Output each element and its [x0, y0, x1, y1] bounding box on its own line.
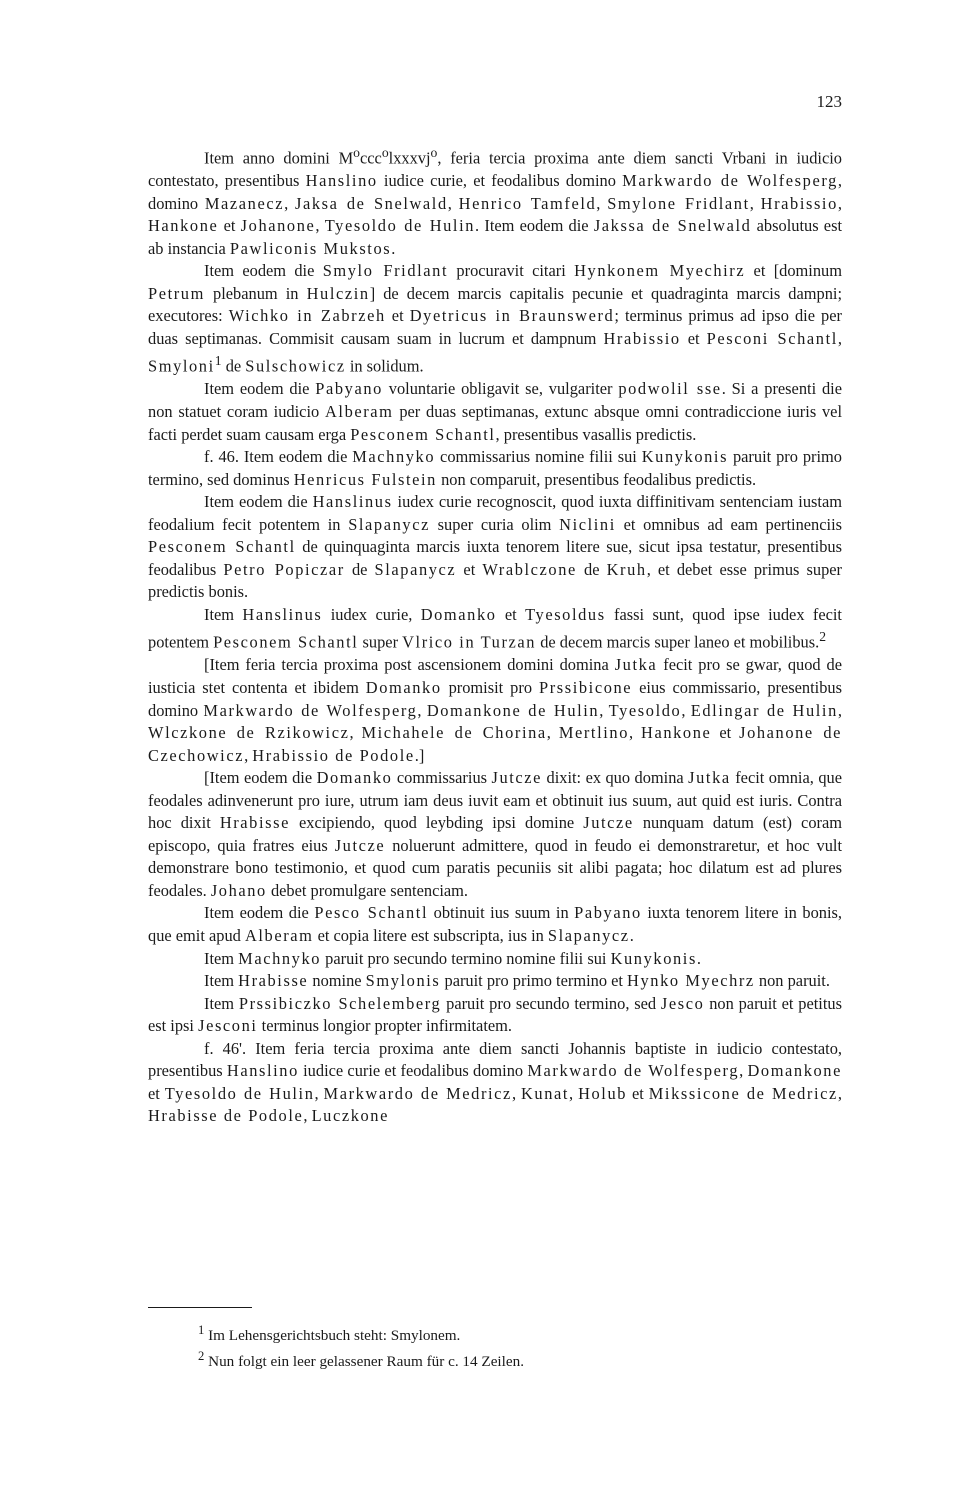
- spaced-name: Domanko: [420, 604, 497, 624]
- text-run: et: [711, 723, 740, 743]
- text-run: et: [680, 328, 707, 348]
- spaced-name: Pesconem Schantl: [350, 424, 496, 444]
- text-run: de decem marcis super laneo et mobilibus.: [536, 632, 820, 652]
- paragraph: [148, 446, 842, 491]
- spaced-name: Hankone: [641, 723, 712, 743]
- spaced-name: Pabyano: [315, 379, 383, 399]
- spaced-name: Hrabisse: [219, 813, 290, 833]
- text-run: in solidum.: [345, 356, 424, 376]
- paragraph: [148, 970, 842, 993]
- footnote: [198, 1320, 798, 1346]
- spaced-name: Hulczin: [306, 283, 370, 303]
- text-run: ,: [315, 216, 325, 236]
- spaced-name: Kruh: [606, 559, 647, 579]
- spaced-name: Hrabissio de Podole: [252, 745, 415, 765]
- spaced-name: Machnyko: [238, 948, 322, 968]
- text-run: ,: [629, 723, 642, 743]
- spaced-name: Johano: [210, 880, 267, 900]
- footnote-text: Nun folgt ein leer gelassener Raum für c. 14 Zeilen.: [208, 1353, 524, 1371]
- text-run: debet promulgare sentenciam.: [266, 880, 469, 900]
- text-run: obtinuit ius suum in: [428, 903, 575, 923]
- footnote-text: Im Lehensgerichtsbuch steht: Smylonem.: [208, 1327, 461, 1345]
- spaced-name: Mikssicone de Medricz: [648, 1083, 838, 1103]
- spaced-name: Petro Popiczar: [223, 559, 345, 579]
- spaced-name: Markwardo de Wolfesperg: [203, 700, 418, 720]
- page-number: 123: [816, 92, 842, 111]
- spaced-name: Pesconem Schantl: [148, 537, 296, 557]
- spaced-name: Pesconem Schantl: [213, 632, 359, 652]
- text-run: .: [629, 926, 634, 945]
- text-run: ,: [596, 193, 608, 213]
- text-run: noluerunt admittere, quod in feudo ei demonstraretur, et hoc vult demonstrare bono testimonio, et quod cum paratis pecuniis sit alibi pagata; hoc dilatum est ad plures feodales.: [148, 835, 842, 900]
- paragraph: [148, 378, 842, 446]
- text-run: promisit pro: [441, 677, 539, 697]
- text-run: .: [696, 948, 702, 968]
- text-run: .: [391, 238, 396, 258]
- spaced-name: Hanslinus: [242, 604, 323, 624]
- main-text: [148, 142, 842, 1128]
- text-run: Item anno domini M: [204, 148, 354, 168]
- text-run: ,: [599, 700, 609, 720]
- text-run: nunquam datum (est) coram episcopo, quia fratres eius: [148, 813, 842, 855]
- text-run: ,: [837, 700, 842, 720]
- text-run: paruit pro primo termino et: [440, 971, 628, 991]
- spaced-name: Sulschowicz: [245, 356, 346, 376]
- text-run: [Item eodem die: [204, 768, 317, 788]
- spaced-name: Hrabissio: [603, 328, 681, 348]
- spaced-name: Hanslino: [305, 171, 378, 191]
- text-run: absolutus est ab instancia: [148, 216, 843, 258]
- paragraph: [148, 260, 842, 378]
- spaced-name: Wichko in Zabrzeh: [228, 306, 386, 326]
- spaced-name: Jutka: [688, 768, 731, 788]
- spaced-name: Tyesoldo de Hulin: [164, 1083, 315, 1103]
- spaced-name: Hanslino: [226, 1061, 299, 1081]
- text-run: et: [148, 1083, 165, 1103]
- spaced-name: Tyesoldo: [608, 700, 682, 720]
- paragraph: [148, 142, 842, 260]
- text-run: iudex curie recognoscit, quod iuxta diffinitivam sentenciam iustam feodalium fecit potentem in: [148, 492, 842, 534]
- text-run: ,: [417, 700, 427, 720]
- spaced-name: Jaksa de Snelwald: [295, 193, 448, 213]
- text-run: de: [576, 559, 607, 579]
- spaced-name: Mazanecz: [204, 193, 285, 213]
- text-run: ,: [244, 745, 253, 765]
- text-run: ,: [837, 193, 842, 213]
- text-run: , et debet esse primus super predictis bonis.: [148, 559, 843, 602]
- text-run: plebanum in: [204, 283, 307, 303]
- spaced-name: Wrablczone: [482, 559, 577, 579]
- text-run: iudice curie, et feodalibus domino: [377, 171, 623, 191]
- text-run: ,: [314, 1083, 324, 1103]
- text-run: de quinquaginta marcis iuxta tenorem litere sue, sicut ipsa testatur, presentibus feodalibus: [148, 537, 842, 579]
- spaced-name: Smylo Fridlant: [322, 261, 449, 281]
- spaced-name: Hrabisse de Podole: [148, 1106, 304, 1126]
- text-run: Item: [204, 971, 239, 991]
- spaced-name: Pawliconis Mukstos: [229, 238, 392, 258]
- text-run: fassi sunt, quod ipse iudex fecit potentem: [148, 604, 842, 652]
- text-run: Item eodem die: [204, 903, 315, 923]
- spaced-name: Markwardo de Wolfesperg: [622, 171, 838, 191]
- text-run: Item eodem die: [204, 379, 316, 399]
- spaced-name: Hynkonem Myechirz: [574, 261, 746, 281]
- spaced-name: podwolil sse: [618, 379, 722, 399]
- spaced-name: Henricus Fulstein: [293, 469, 437, 489]
- text-run: paruit pro primo termino, sed dominus: [148, 447, 842, 489]
- text-run: lxxxvj: [388, 148, 431, 168]
- paragraph: [148, 993, 842, 1038]
- text-run: , feria tercia proxima ante diem sancti Vrbani in iudicio contestato, presentibus: [148, 148, 842, 191]
- spaced-name: Prssibiczko Schelemberg: [238, 993, 442, 1013]
- text-run: ,: [681, 700, 691, 720]
- paragraph: [148, 1038, 842, 1128]
- text-run: non paruit.: [754, 971, 830, 991]
- paragraph: [148, 767, 842, 902]
- text-run: non paruit et petitus est ipsi: [148, 993, 842, 1036]
- spaced-name: Michahele de Chorina: [361, 723, 547, 743]
- text-run: [Item feria tercia proxima post ascensionem domini domina: [204, 655, 615, 675]
- superscript: 2: [819, 629, 827, 645]
- text-run: et: [385, 306, 410, 326]
- spaced-name: Hrabissio: [760, 193, 838, 213]
- spaced-name: Dyetricus in Braunswerd: [409, 306, 615, 326]
- spaced-name: Hankone: [148, 216, 219, 236]
- text-run: eius commissario, presentibus domino: [148, 677, 842, 720]
- text-run: ,: [546, 723, 559, 743]
- text-run: . Item eodem die: [475, 216, 594, 236]
- text-run: excipiendo, quod leybding ipsi domine: [289, 813, 584, 833]
- spaced-name: Tyesoldo de Hulin: [324, 216, 476, 236]
- text-run: Item: [204, 604, 243, 624]
- text-run: et [dominum: [745, 261, 842, 281]
- superscript: o: [381, 145, 389, 160]
- spaced-name: Jesconi: [198, 1016, 258, 1036]
- paragraph: [148, 654, 842, 767]
- text-run: commissarius nomine filii sui: [435, 447, 642, 467]
- spaced-name: Jakssa de Snelwald: [593, 216, 752, 236]
- text-run: ,: [739, 1061, 748, 1081]
- spaced-name: Slapanycz: [547, 926, 630, 945]
- text-run: procuravit citari: [448, 261, 575, 281]
- spaced-name: Hanslinus: [312, 492, 393, 512]
- spaced-name: Johanone: [240, 216, 316, 236]
- text-run: iudice curie et feodalibus domino: [298, 1061, 528, 1081]
- spaced-name: Jutcze: [583, 813, 634, 833]
- spaced-name: Smyloni: [148, 356, 215, 376]
- text-run: fecit omnia, que feodales adinvenerunt pro iure, utrum iam deus iuvit eam et obtinuit ius suum, aut quid est iuris. Contra hoc dixit: [148, 768, 842, 833]
- spaced-name: Tyesoldus: [525, 604, 606, 624]
- spaced-name: Luczkone: [311, 1106, 389, 1126]
- footnote-mark: 1: [198, 1323, 205, 1337]
- superscript: 1: [214, 353, 222, 369]
- text-run: ; terminus primus ad ipso die per duas septimanas. Commisit causam suam in lucrum et dampnum: [148, 306, 842, 348]
- spaced-name: Machnyko: [352, 447, 436, 467]
- text-run: iudex curie,: [322, 604, 421, 624]
- superscript: o: [353, 145, 360, 160]
- text-run: et: [627, 1083, 649, 1103]
- spaced-name: Jutcze: [334, 835, 386, 855]
- text-run: terminus longior propter infirmitatem.: [257, 1016, 513, 1036]
- text-run: ] de decem marcis capitalis pecunie et quadraginta marcis dampni; executores:: [148, 283, 842, 326]
- text-run: paruit pro secundo termino nomine filii sui: [321, 948, 611, 968]
- superscript: o: [430, 145, 438, 160]
- footnote: [198, 1346, 798, 1372]
- text-run: , domino: [148, 171, 842, 213]
- text-run: paruit pro secundo termino, sed: [441, 993, 661, 1013]
- text-run: et omnibus ad eam pertinenciis: [615, 514, 843, 534]
- spaced-name: Domankone de Hulin: [426, 700, 600, 720]
- text-run: ,: [284, 193, 295, 213]
- spaced-name: Markwardo de Wolfesperg: [527, 1061, 740, 1081]
- text-run: dixit: ex quo domina: [542, 768, 689, 788]
- footnotes: [198, 1320, 798, 1372]
- spaced-name: Domanko: [316, 768, 393, 788]
- text-run: ,: [511, 1083, 521, 1103]
- spaced-name: Jutcze: [491, 768, 543, 788]
- paragraph: [148, 491, 842, 604]
- text-run: Item eodem die: [204, 492, 313, 512]
- text-run: , presentibus vasallis predictis.: [495, 424, 697, 444]
- text-run: .]: [414, 745, 425, 765]
- text-run: ,: [837, 328, 842, 348]
- text-run: ,: [837, 1083, 842, 1103]
- text-run: f. 46. Item eodem die: [204, 447, 353, 467]
- spaced-name: Prssibicone: [539, 677, 633, 697]
- spaced-name: Slapanycz: [374, 559, 457, 579]
- spaced-name: Pesco Schantl: [314, 903, 429, 923]
- spaced-name: Henrico Tamfeld: [458, 193, 597, 213]
- spaced-name: Kunat: [520, 1083, 570, 1103]
- spaced-name: Mertlino: [558, 723, 629, 743]
- text-run: et: [496, 604, 526, 624]
- text-run: super curia olim: [429, 514, 560, 534]
- text-run: Item eodem die: [204, 261, 323, 281]
- spaced-name: Pesconi Schantl: [706, 328, 838, 348]
- spaced-name: Hrabisse: [238, 971, 309, 991]
- spaced-name: Niclini: [559, 514, 616, 534]
- text-run: ,: [349, 723, 362, 743]
- text-run: nomine: [308, 971, 366, 991]
- spaced-name: Alberam: [324, 401, 394, 421]
- spaced-name: Jesco: [660, 993, 705, 1013]
- paragraph: [148, 902, 842, 947]
- spaced-name: Pabyano: [574, 903, 642, 923]
- text-run: commissarius: [392, 768, 492, 788]
- spaced-name: Hynko Myechrz: [627, 971, 755, 991]
- spaced-name: Domanko: [365, 677, 442, 697]
- paragraph: [148, 948, 842, 971]
- text-run: Item: [204, 993, 239, 1013]
- text-run: Item: [204, 948, 239, 968]
- text-run: ccc: [359, 148, 382, 168]
- spaced-name: Holub: [578, 1083, 628, 1103]
- text-run: ,: [749, 193, 761, 213]
- text-run: super: [358, 632, 403, 652]
- text-run: per duas septimanas, extunc absque omni contradiccione iuris vel facti perdet suam causam erga: [148, 401, 842, 444]
- spaced-name: Jutka: [614, 655, 658, 675]
- text-run: ,: [303, 1106, 312, 1126]
- text-run: fecit pro se gwar, quod de iusticia stet contenta et ibidem: [148, 655, 843, 697]
- spaced-name: Kunykonis: [641, 447, 729, 467]
- spaced-name: Markwardo de Medricz: [323, 1083, 512, 1103]
- text-run: ,: [569, 1083, 579, 1103]
- text-run: de: [344, 559, 375, 579]
- paragraph: [148, 604, 842, 655]
- spaced-name: Alberam: [244, 926, 314, 945]
- footnote-divider: [148, 1307, 252, 1308]
- spaced-name: Smylonis: [365, 971, 441, 991]
- text-run: iuxta tenorem litere in bonis, que emit apud: [148, 903, 843, 945]
- text-run: voluntarie obligavit se, vulgariter: [382, 379, 619, 399]
- spaced-name: Wlczkone de Rzikowicz: [148, 723, 350, 743]
- footnote-mark: 2: [198, 1349, 205, 1364]
- spaced-name: Johanone de Czechowicz: [148, 723, 842, 765]
- text-run: f. 46'. Item feria tercia proxima ante diem sancti Johannis baptiste in iudicio contestato, presentibus: [148, 1038, 842, 1081]
- text-run: et: [456, 559, 483, 579]
- text-run: de: [221, 356, 246, 376]
- spaced-name: Vlrico in Turzan: [402, 632, 537, 652]
- spaced-name: Kunykonis: [610, 948, 697, 968]
- text-run: . Si a presenti die non statuet coram iudicio: [148, 379, 843, 421]
- text-run: ,: [447, 193, 459, 213]
- text-run: non comparuit, presentibus feodalibus predictis.: [436, 469, 757, 489]
- spaced-name: Petrum: [148, 283, 205, 303]
- spaced-name: Domankone: [747, 1061, 842, 1081]
- text-run: et copia litere est subscripta, ius in: [313, 926, 548, 945]
- spaced-name: Slapanycz: [348, 514, 430, 534]
- spaced-name: Smylone Fridlant: [607, 193, 750, 213]
- text-run: et: [218, 216, 241, 236]
- spaced-name: Edlingar de Hulin: [690, 700, 838, 720]
